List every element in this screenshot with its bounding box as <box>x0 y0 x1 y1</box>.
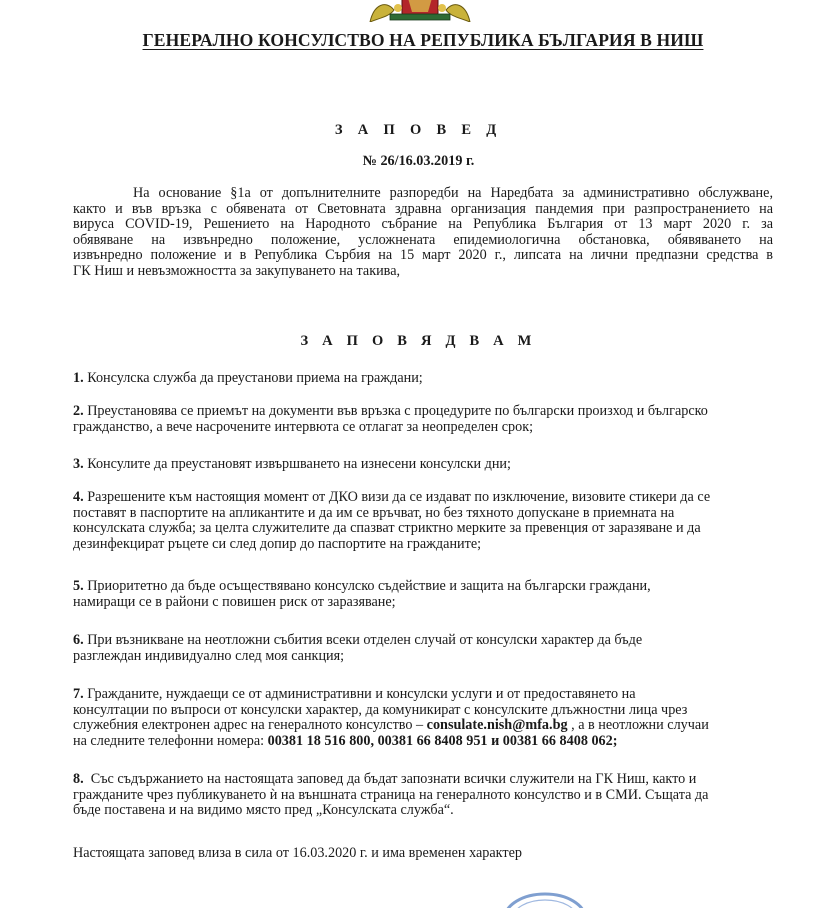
item-text: бъде поставена и на видимо място пред „Консулската служба“. <box>73 802 454 819</box>
order-item-5 <box>73 579 775 610</box>
order-item-3 <box>73 457 775 473</box>
item-number: 8. <box>73 771 84 787</box>
item-text: Разрешените към настоящия момент от ДКО визи да се издават по изключение, визовите стикери да се <box>87 489 711 505</box>
item-text: , а в неотложни случаи <box>571 717 709 734</box>
item-text: консулската служба; за целта служителите да спазват стриктно мерките за превенция от заразяване и да <box>73 520 701 537</box>
order-item-4 <box>73 490 775 552</box>
item-text: консултации по въпроси от консулски характер, да комуникират с консулските длъжностни лица чрез <box>73 701 688 718</box>
official-stamp-icon <box>500 888 590 908</box>
item-text: поставят в паспортите на апликантите и да им се връчват, но без тяхното допускане в приемната на <box>73 504 675 521</box>
item-text: Приоритетно да бъде осъществявано консулско съдействие и защита на български граждани, <box>87 578 651 594</box>
item-text: Гражданите, нуждаещи се от административни и консулски услуги и от предоставянето на <box>87 686 636 702</box>
item-text: на следните телефонни номера: <box>73 732 265 749</box>
email-address[interactable]: consulate.nish@mfa.bg <box>426 717 568 734</box>
item-number: 7. <box>73 686 84 702</box>
order-item-6 <box>73 633 775 664</box>
preamble-line: На основание §1а от допълнителните разпоредби на Наредбата за административно обслужване, <box>133 185 773 201</box>
item-text: дезинфекцират ръцете си след допир до паспортите на гражданите; <box>73 535 482 552</box>
preamble-paragraph <box>73 186 773 280</box>
preamble-line: както и във връзка с обявената от Световната здравна организация пандемия при разпространението на <box>73 200 773 217</box>
item-number: 5. <box>73 578 84 594</box>
item-text: разглеждан индивидуално след моя санкция; <box>73 647 345 664</box>
preamble-line: извънредно положение и в Република Сърбия на 15 март 2020 г., липсата на лични предпазни средства в <box>73 247 773 264</box>
consulate-header-title: ГЕНЕРАЛНО КОНСУЛСТВО НА РЕПУБЛИКА БЪЛГАРИЯ В НИШ <box>142 30 704 50</box>
item-number: 6. <box>73 632 84 648</box>
item-text: намиращи се в райони с повишен риск от заразяване; <box>73 593 396 610</box>
item-number: 2. <box>73 403 84 419</box>
order-item-8 <box>73 772 775 819</box>
item-number: 3. <box>73 456 84 472</box>
preamble-line: ГК Ниш и невъзможността за закупуването на такива, <box>73 262 401 279</box>
closing-text: Настоящата заповед влиза в сила от 16.03.2020 г. и има временен характер <box>73 845 522 861</box>
bulgarian-coat-of-arms-icon <box>368 0 472 22</box>
order-item-1 <box>73 371 775 387</box>
item-text: гражданство, а вече насрочените интервюта се отлагат за неопределен срок; <box>73 418 534 435</box>
item-text: Консулска служба да преустанови приема на граждани; <box>87 370 423 386</box>
document-number: № 26/16.03.2019 г. <box>362 153 475 169</box>
item-number: 1. <box>73 370 84 386</box>
item-text: При възникване на неотложни събития всеки отделен случай от консулски характер да бъде <box>87 632 643 648</box>
item-text: служебния електронен адрес на генералното консулство – <box>73 717 424 734</box>
order-item-7 <box>73 687 775 749</box>
closing-statement <box>73 846 775 862</box>
item-number: 4. <box>73 489 84 505</box>
item-text: гражданите чрез публикуването ѝ на външната страница на генералното консулство и в СМИ. Същата да <box>73 786 709 803</box>
phone-numbers: 00381 18 516 800, 00381 66 8408 951 и 00381 66 8408 062; <box>267 732 618 749</box>
document-title: З А П О В Е Д <box>334 122 503 138</box>
item-text: Преустановява се приемът на документи във връзка с процедурите по български произход и българско <box>87 403 708 419</box>
order-item-2 <box>73 404 775 435</box>
order-title: З А П О В Я Д В А М <box>300 333 537 349</box>
item-text: Консулите да преустановят извършването на изнесени консулски дни; <box>87 456 511 472</box>
preamble-line: вируса COVID-19, Решението на Народното събрание на Република България от 13 март 2020 г. за <box>73 216 773 233</box>
preamble-line: обявяване на извънредно положение, усложнената епидемиологична обстановка, обявяването на <box>73 231 773 248</box>
item-text: Със съдържанието на настоящата заповед да бъдат запознати всички служители на ГК Ниш, както и <box>90 771 697 787</box>
